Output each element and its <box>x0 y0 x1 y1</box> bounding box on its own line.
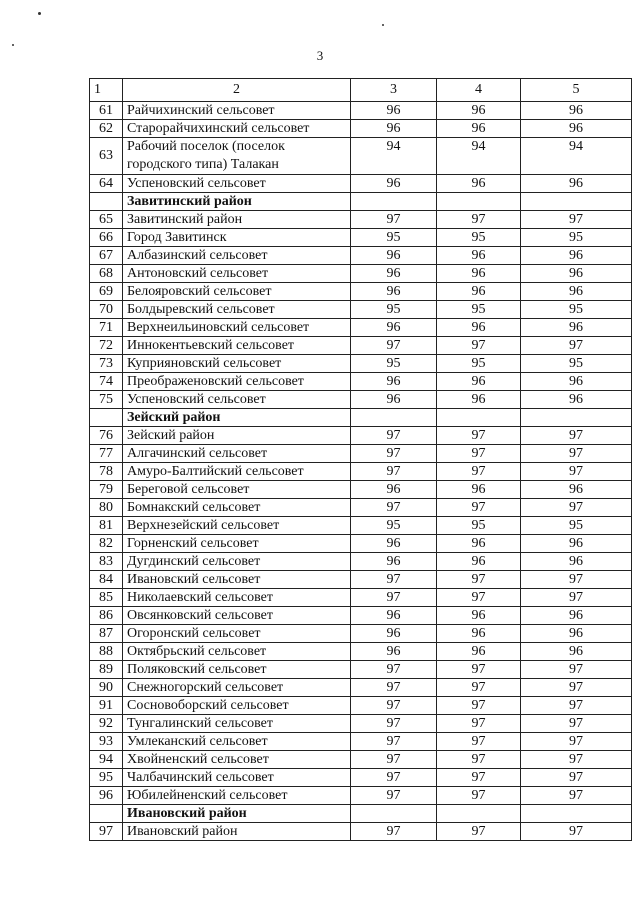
row-number-cell: 71 <box>90 319 123 337</box>
value-cell-col3: 97 <box>351 751 437 769</box>
table-row <box>90 715 632 733</box>
value-cell-col5: 96 <box>521 625 632 643</box>
table-row <box>90 229 632 247</box>
value-cell-col5: 96 <box>521 319 632 337</box>
row-number-cell: 80 <box>90 499 123 517</box>
table-row <box>90 283 632 301</box>
value-cell-col3: 96 <box>351 373 437 391</box>
row-number-cell: 65 <box>90 211 123 229</box>
locality-name-cell: Белояровский сельсовет <box>123 283 351 301</box>
row-number-cell: 76 <box>90 427 123 445</box>
value-cell <box>351 193 437 211</box>
value-cell-col4: 97 <box>437 337 521 355</box>
table-row <box>90 787 632 805</box>
row-number-cell: 73 <box>90 355 123 373</box>
value-cell-col5: 97 <box>521 499 632 517</box>
scan-speck <box>382 24 384 26</box>
value-cell-col3: 95 <box>351 229 437 247</box>
value-cell-col4: 96 <box>437 391 521 409</box>
value-cell-col3: 94 <box>351 138 437 175</box>
district-name-cell: Зейский район <box>123 409 351 427</box>
value-cell-col4: 96 <box>437 175 521 193</box>
row-number-cell: 92 <box>90 715 123 733</box>
table-row <box>90 445 632 463</box>
value-cell-col3: 97 <box>351 337 437 355</box>
data-table <box>89 78 632 841</box>
row-number-cell: 62 <box>90 120 123 138</box>
value-cell-col3: 96 <box>351 607 437 625</box>
value-cell-col5: 95 <box>521 229 632 247</box>
row-number-cell: 93 <box>90 733 123 751</box>
value-cell-col4: 94 <box>437 138 521 175</box>
district-header-row <box>90 409 632 427</box>
value-cell-col5: 96 <box>521 283 632 301</box>
row-number-cell: 70 <box>90 301 123 319</box>
row-number-cell: 75 <box>90 391 123 409</box>
value-cell-col4: 97 <box>437 463 521 481</box>
value-cell-col5: 96 <box>521 607 632 625</box>
row-number-cell: 85 <box>90 589 123 607</box>
row-number-cell: 64 <box>90 175 123 193</box>
value-cell-col3: 96 <box>351 120 437 138</box>
value-cell-col5: 94 <box>521 138 632 175</box>
value-cell-col5: 97 <box>521 337 632 355</box>
value-cell-col4: 96 <box>437 481 521 499</box>
table-row <box>90 589 632 607</box>
value-cell-col5: 96 <box>521 643 632 661</box>
value-cell <box>521 805 632 823</box>
locality-name-cell: Тунгалинский сельсовет <box>123 715 351 733</box>
value-cell-col5: 96 <box>521 481 632 499</box>
locality-name-cell: Верхнезейский сельсовет <box>123 517 351 535</box>
locality-name-cell: Иннокентьевский сельсовет <box>123 337 351 355</box>
value-cell-col3: 96 <box>351 535 437 553</box>
row-number-cell: 68 <box>90 265 123 283</box>
value-cell <box>351 805 437 823</box>
value-cell-col4: 96 <box>437 625 521 643</box>
row-number-cell <box>90 193 123 211</box>
value-cell-col5: 97 <box>521 715 632 733</box>
value-cell <box>437 409 521 427</box>
row-number-cell: 72 <box>90 337 123 355</box>
value-cell-col4: 97 <box>437 823 521 841</box>
value-cell-col3: 96 <box>351 319 437 337</box>
locality-name-cell: Куприяновский сельсовет <box>123 355 351 373</box>
value-cell <box>437 193 521 211</box>
locality-name-cell: Райчихинский сельсовет <box>123 102 351 120</box>
row-number-cell: 95 <box>90 769 123 787</box>
value-cell-col3: 97 <box>351 427 437 445</box>
table-row <box>90 481 632 499</box>
scan-speck <box>38 12 41 15</box>
value-cell-col3: 96 <box>351 175 437 193</box>
locality-name-cell: Болдыревский сельсовет <box>123 301 351 319</box>
locality-name-cell: Поляковский сельсовет <box>123 661 351 679</box>
locality-name-cell: Огоронский сельсовет <box>123 625 351 643</box>
header-cell: 5 <box>521 79 632 102</box>
table-row <box>90 138 632 175</box>
value-cell-col5: 96 <box>521 391 632 409</box>
locality-name-cell: Береговой сельсовет <box>123 481 351 499</box>
value-cell-col3: 97 <box>351 661 437 679</box>
row-number-cell <box>90 409 123 427</box>
value-cell-col5: 97 <box>521 769 632 787</box>
locality-name-cell: Овсянковский сельсовет <box>123 607 351 625</box>
value-cell-col3: 97 <box>351 463 437 481</box>
row-number-cell: 79 <box>90 481 123 499</box>
locality-name-cell: Зейский район <box>123 427 351 445</box>
table-row <box>90 625 632 643</box>
value-cell-col3: 97 <box>351 571 437 589</box>
value-cell-col4: 97 <box>437 769 521 787</box>
value-cell-col4: 96 <box>437 643 521 661</box>
row-number-cell: 94 <box>90 751 123 769</box>
table-row <box>90 355 632 373</box>
row-number-cell: 67 <box>90 247 123 265</box>
value-cell-col5: 97 <box>521 463 632 481</box>
value-cell-col4: 95 <box>437 301 521 319</box>
value-cell-col3: 96 <box>351 625 437 643</box>
table-row <box>90 337 632 355</box>
table-row <box>90 373 632 391</box>
table-row <box>90 517 632 535</box>
value-cell-col4: 97 <box>437 661 521 679</box>
locality-name-cell: Юбилейненский сельсовет <box>123 787 351 805</box>
value-cell-col4: 96 <box>437 102 521 120</box>
value-cell-col5: 96 <box>521 120 632 138</box>
value-cell-col4: 97 <box>437 211 521 229</box>
value-cell-col3: 96 <box>351 553 437 571</box>
table-row <box>90 553 632 571</box>
value-cell-col5: 96 <box>521 175 632 193</box>
value-cell-col3: 97 <box>351 445 437 463</box>
value-cell-col5: 96 <box>521 247 632 265</box>
locality-name-cell: Чалбачинский сельсовет <box>123 769 351 787</box>
value-cell-col5: 97 <box>521 697 632 715</box>
value-cell-col4: 96 <box>437 553 521 571</box>
locality-name-cell: Верхнеильиновский сельсовет <box>123 319 351 337</box>
value-cell-col3: 96 <box>351 247 437 265</box>
table-row <box>90 463 632 481</box>
value-cell <box>351 409 437 427</box>
header-cell: 2 <box>123 79 351 102</box>
value-cell-col3: 95 <box>351 355 437 373</box>
value-cell-col3: 97 <box>351 589 437 607</box>
district-header-row <box>90 805 632 823</box>
table-row <box>90 319 632 337</box>
value-cell-col5: 95 <box>521 301 632 319</box>
locality-name-cell: Албазинский сельсовет <box>123 247 351 265</box>
value-cell-col3: 96 <box>351 391 437 409</box>
value-cell-col4: 96 <box>437 535 521 553</box>
value-cell-col3: 96 <box>351 102 437 120</box>
value-cell-col5: 97 <box>521 571 632 589</box>
scan-speck <box>12 44 14 46</box>
value-cell-col4: 96 <box>437 120 521 138</box>
value-cell-col3: 97 <box>351 823 437 841</box>
row-number-cell: 78 <box>90 463 123 481</box>
value-cell-col4: 97 <box>437 679 521 697</box>
row-number-cell: 86 <box>90 607 123 625</box>
row-number-cell: 90 <box>90 679 123 697</box>
value-cell-col3: 97 <box>351 697 437 715</box>
value-cell-col3: 96 <box>351 283 437 301</box>
locality-name-cell: Город Завитинск <box>123 229 351 247</box>
value-cell-col3: 97 <box>351 769 437 787</box>
value-cell-col4: 96 <box>437 607 521 625</box>
table-row <box>90 120 632 138</box>
value-cell-col4: 96 <box>437 247 521 265</box>
table-row <box>90 301 632 319</box>
value-cell-col3: 96 <box>351 265 437 283</box>
locality-name-cell: Дугдинский сельсовет <box>123 553 351 571</box>
row-number-cell: 61 <box>90 102 123 120</box>
value-cell-col4: 97 <box>437 499 521 517</box>
value-cell-col5: 95 <box>521 517 632 535</box>
row-number-cell <box>90 805 123 823</box>
value-cell-col5: 95 <box>521 355 632 373</box>
value-cell-col5: 96 <box>521 535 632 553</box>
row-number-cell: 69 <box>90 283 123 301</box>
row-number-cell: 84 <box>90 571 123 589</box>
row-number-cell: 97 <box>90 823 123 841</box>
value-cell-col3: 95 <box>351 301 437 319</box>
row-number-cell: 91 <box>90 697 123 715</box>
locality-name-cell: Антоновский сельсовет <box>123 265 351 283</box>
table-row <box>90 697 632 715</box>
value-cell-col4: 97 <box>437 733 521 751</box>
value-cell-col3: 96 <box>351 481 437 499</box>
locality-name-cell: Умлеканский сельсовет <box>123 733 351 751</box>
row-number-cell: 81 <box>90 517 123 535</box>
value-cell <box>521 193 632 211</box>
locality-name-cell: Ивановский район <box>123 823 351 841</box>
value-cell-col5: 97 <box>521 733 632 751</box>
locality-name-cell: Амуро-Балтийский сельсовет <box>123 463 351 481</box>
table-row <box>90 499 632 517</box>
locality-name-cell: Хвойненский сельсовет <box>123 751 351 769</box>
value-cell-col4: 97 <box>437 697 521 715</box>
district-name-cell: Ивановский район <box>123 805 351 823</box>
value-cell-col3: 96 <box>351 643 437 661</box>
page-number: 3 <box>316 48 324 63</box>
table-row <box>90 661 632 679</box>
table-row <box>90 733 632 751</box>
value-cell-col5: 96 <box>521 102 632 120</box>
locality-name-cell: Октябрьский сельсовет <box>123 643 351 661</box>
value-cell-col5: 97 <box>521 445 632 463</box>
table-row <box>90 535 632 553</box>
value-cell-col4: 97 <box>437 751 521 769</box>
table-row <box>90 427 632 445</box>
row-number-cell: 66 <box>90 229 123 247</box>
locality-name-cell: Рабочий поселок (поселок городского типа) Талакан <box>123 138 351 175</box>
table-row <box>90 102 632 120</box>
table-row <box>90 607 632 625</box>
table-row <box>90 247 632 265</box>
locality-name-cell: Успеновский сельсовет <box>123 391 351 409</box>
value-cell-col4: 97 <box>437 571 521 589</box>
table-row <box>90 211 632 229</box>
locality-name-cell: Снежногорский сельсовет <box>123 679 351 697</box>
row-number-cell: 63 <box>90 138 123 175</box>
value-cell-col4: 96 <box>437 373 521 391</box>
value-cell-col5: 97 <box>521 823 632 841</box>
row-number-cell: 88 <box>90 643 123 661</box>
table-header-row <box>90 79 632 102</box>
value-cell-col5: 97 <box>521 787 632 805</box>
value-cell-col4: 95 <box>437 229 521 247</box>
row-number-cell: 87 <box>90 625 123 643</box>
value-cell-col5: 97 <box>521 661 632 679</box>
value-cell-col3: 97 <box>351 733 437 751</box>
row-number-cell: 82 <box>90 535 123 553</box>
value-cell-col5: 97 <box>521 679 632 697</box>
value-cell-col3: 97 <box>351 715 437 733</box>
table-row <box>90 571 632 589</box>
header-cell: 1 <box>90 79 123 102</box>
row-number-cell: 89 <box>90 661 123 679</box>
locality-name-cell: Преображеновский сельсовет <box>123 373 351 391</box>
locality-name-cell: Сосновоборский сельсовет <box>123 697 351 715</box>
value-cell-col3: 97 <box>351 787 437 805</box>
value-cell-col5: 97 <box>521 211 632 229</box>
locality-name-cell: Ивановский сельсовет <box>123 571 351 589</box>
value-cell <box>437 805 521 823</box>
value-cell-col4: 96 <box>437 265 521 283</box>
value-cell-col5: 96 <box>521 373 632 391</box>
district-header-row <box>90 193 632 211</box>
value-cell-col3: 97 <box>351 679 437 697</box>
value-cell-col5: 96 <box>521 553 632 571</box>
value-cell-col3: 97 <box>351 499 437 517</box>
value-cell-col4: 95 <box>437 355 521 373</box>
value-cell-col4: 97 <box>437 589 521 607</box>
value-cell <box>521 409 632 427</box>
table-row <box>90 391 632 409</box>
value-cell-col5: 97 <box>521 427 632 445</box>
locality-name-cell: Завитинский район <box>123 211 351 229</box>
value-cell-col4: 97 <box>437 787 521 805</box>
table-row <box>90 643 632 661</box>
district-name-cell: Завитинский район <box>123 193 351 211</box>
table-row <box>90 679 632 697</box>
locality-name-cell: Николаевский сельсовет <box>123 589 351 607</box>
value-cell-col4: 96 <box>437 319 521 337</box>
value-cell-col5: 97 <box>521 751 632 769</box>
value-cell-col4: 97 <box>437 715 521 733</box>
header-cell: 3 <box>351 79 437 102</box>
locality-name-cell: Горненский сельсовет <box>123 535 351 553</box>
value-cell-col4: 97 <box>437 445 521 463</box>
locality-name-cell: Бомнакский сельсовет <box>123 499 351 517</box>
value-cell-col4: 96 <box>437 283 521 301</box>
value-cell-col4: 97 <box>437 427 521 445</box>
row-number-cell: 74 <box>90 373 123 391</box>
value-cell-col5: 97 <box>521 589 632 607</box>
table-row <box>90 175 632 193</box>
value-cell-col4: 95 <box>437 517 521 535</box>
table-row <box>90 751 632 769</box>
header-cell: 4 <box>437 79 521 102</box>
value-cell-col3: 97 <box>351 211 437 229</box>
row-number-cell: 77 <box>90 445 123 463</box>
locality-name-cell: Алгачинский сельсовет <box>123 445 351 463</box>
row-number-cell: 96 <box>90 787 123 805</box>
table-row <box>90 265 632 283</box>
value-cell-col5: 96 <box>521 265 632 283</box>
row-number-cell: 83 <box>90 553 123 571</box>
locality-name-cell: Успеновский сельсовет <box>123 175 351 193</box>
table-row <box>90 823 632 841</box>
locality-name-cell: Старорайчихинский сельсовет <box>123 120 351 138</box>
table-row <box>90 769 632 787</box>
value-cell-col3: 95 <box>351 517 437 535</box>
